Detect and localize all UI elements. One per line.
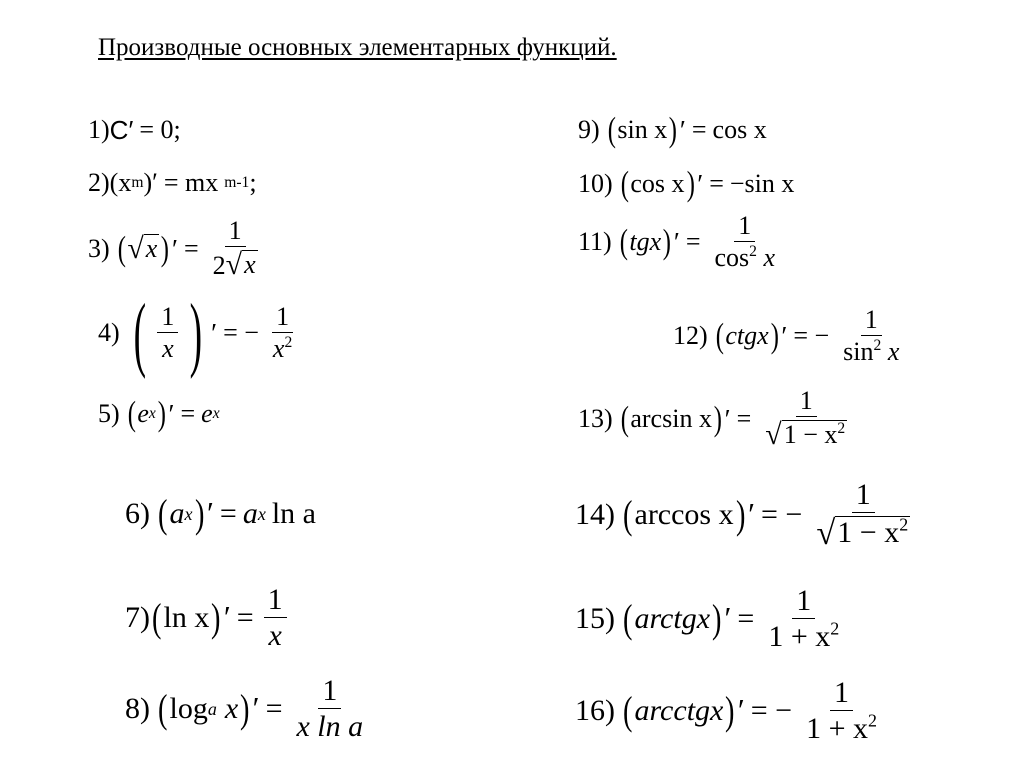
formula-4: 4) ( $\frac{1}{x}$ ) ′ = − $\frac{1}{x^2}$ xyxy=(98,300,300,367)
fraction: 1 √ $1 - x^2$ xyxy=(816,478,909,552)
formula-arg: arcsin x xyxy=(630,403,712,433)
formula-arg: arcctgx xyxy=(634,694,724,727)
denominator: x xyxy=(272,334,285,364)
fraction xyxy=(292,676,367,742)
formula-3: 3) ( √ x ) ′ = 1 2 √ x xyxy=(88,218,266,280)
denominator: x xyxy=(268,619,282,652)
denominator-exponent: 2 xyxy=(868,710,877,731)
formula-rhs: −sin x xyxy=(729,168,795,198)
formula-number: 6) xyxy=(125,497,150,531)
formula-number: 15) xyxy=(575,602,615,635)
formula-sub: a xyxy=(207,699,217,719)
denominator-exponent: 2 xyxy=(749,242,757,260)
formula-arg: arccos x xyxy=(634,498,734,532)
formula-number: 7) xyxy=(125,601,150,634)
formula-arg: x xyxy=(224,692,239,725)
denominator-exponent: 2 xyxy=(284,334,293,352)
formula-16: 16) ( arcctgx ) ′ = − $\frac{1}{1 + x^2}$ xyxy=(575,678,885,744)
formula-rhs-exponent: x xyxy=(257,504,266,525)
formula-6: 6) ( a x ) ′ = a x ln a xyxy=(125,491,316,536)
formula-5: 5) ( e x ) ′ = e x xyxy=(98,394,220,433)
denominator: cos xyxy=(714,243,750,272)
radicand: 1 − x xyxy=(837,516,900,549)
formula-arg: ctgx xyxy=(725,321,769,350)
formula-2: 2) (x m )′ = mx m-1 ; xyxy=(88,168,257,197)
formula-number: 8) xyxy=(125,692,150,725)
formula-base: a xyxy=(169,497,185,531)
formula-rhs-exponent: x xyxy=(212,404,220,422)
formula-15: 15) ( arctgx ) ′ = $\frac{1}{1 + x^2}$ xyxy=(575,586,847,652)
formula-number: 9) xyxy=(578,114,600,144)
formula-13: 13) ( arcsin x ) ′ = 1 √ $1 - x^2$ xyxy=(578,388,855,450)
formula-number: 4) xyxy=(98,318,120,348)
denominator: x ln a xyxy=(296,710,364,743)
formula-lhs: C′ xyxy=(109,115,134,145)
denominator-arg: x xyxy=(244,250,256,279)
formula-14: 14) ( arccos x ) ′ = − 1 √ $1 - x^2$ xyxy=(575,480,918,551)
formula-fn: log xyxy=(169,692,208,725)
radicand-exponent: 2 xyxy=(899,514,909,535)
formula-number: 2) xyxy=(88,168,110,197)
numerator: 1 xyxy=(264,585,287,618)
fraction xyxy=(802,678,881,744)
inner-fraction xyxy=(157,304,178,362)
fraction: 1 2 √ x xyxy=(212,216,256,281)
denominator-arg: x xyxy=(763,243,776,272)
fraction xyxy=(839,307,903,365)
formula-number: 1) xyxy=(88,115,110,144)
fraction: 1 √ $1 - x^2$ xyxy=(765,386,846,451)
numerator: 1 xyxy=(157,304,178,333)
formula-arg: tgx xyxy=(629,227,662,256)
formula-1 xyxy=(88,117,187,143)
formula-rhs-base: e xyxy=(201,398,213,428)
formula-number: 14) xyxy=(575,498,615,532)
formula-9: 9) ( sin x ) ′ = cos x xyxy=(578,110,767,149)
denominator: x xyxy=(162,334,174,364)
formula-tail: ln a xyxy=(271,497,316,531)
numerator: 1 xyxy=(272,304,293,333)
denominator-exponent: 2 xyxy=(830,618,840,639)
formula-number: 16) xyxy=(575,694,615,727)
radicand: 1 − x xyxy=(783,420,838,449)
formula-arg: ln x xyxy=(163,601,210,634)
numerator: 1 xyxy=(830,678,853,711)
formula-number: 12) xyxy=(673,321,708,350)
formula-rhs: cos x xyxy=(712,114,767,144)
formula-8: 8) ( log a x ) ′ = $\frac{1}{\text{x ln a}}$ xyxy=(125,676,371,742)
formula-number: 5) xyxy=(98,398,120,428)
fraction xyxy=(711,213,780,271)
formula-base: e xyxy=(137,398,149,428)
denominator-arg: x xyxy=(887,337,900,366)
formula-number: 11) xyxy=(578,227,612,256)
formula-12: 12) ( ctgx ) ′ = − $\frac{1}{\sin^2 x}$ xyxy=(673,307,907,365)
formula-exponent: x xyxy=(148,404,156,422)
formula-7: 7) ( ln x ) ′ = $\frac{1}{x}$ xyxy=(125,585,291,651)
formula-rhs-base: a xyxy=(242,497,258,531)
formula-11: 11) ( tgx ) ′ = $\frac{1}{\cos^2 x}$ xyxy=(578,213,783,271)
denominator-exponent: 2 xyxy=(873,336,882,354)
formula-arg: sin x xyxy=(617,114,668,144)
numerator: 1 xyxy=(792,586,815,619)
page-title: Производные основных элементарных функций. xyxy=(98,34,617,61)
denominator-coef: 2 xyxy=(212,251,226,280)
formula-base: (x xyxy=(109,168,132,197)
formula-eq: = mx xyxy=(163,168,219,197)
formula-number: 10) xyxy=(578,168,613,198)
fraction xyxy=(764,586,843,652)
fraction xyxy=(269,304,296,362)
formula-arg: arctgx xyxy=(634,602,711,635)
numerator: 1 xyxy=(225,218,246,247)
numerator: 1 xyxy=(861,307,882,336)
formula-10: 10) ( cos x ) ′ = −sin x xyxy=(578,164,795,203)
formula-rhs: = 0; xyxy=(139,115,181,144)
formula-close: )′ xyxy=(143,168,158,197)
formula-end: ; xyxy=(249,168,257,197)
radicand-exponent: 2 xyxy=(837,419,846,437)
formula-arg: x xyxy=(145,234,158,263)
fraction xyxy=(264,585,287,651)
numerator: 1 xyxy=(852,480,875,513)
numerator: 1 xyxy=(734,213,755,242)
formula-number: 3) xyxy=(88,233,110,263)
numerator: 1 xyxy=(318,676,341,709)
denominator: 1 + x xyxy=(806,712,868,745)
formula-arg: cos x xyxy=(630,168,685,198)
denominator: sin xyxy=(843,337,874,366)
denominator: 1 + x xyxy=(768,620,831,653)
numerator: 1 xyxy=(796,388,817,417)
sqrt-expression: √ x xyxy=(127,232,158,265)
formula-exponent: x xyxy=(184,504,193,525)
formula-number: 13) xyxy=(578,403,613,433)
